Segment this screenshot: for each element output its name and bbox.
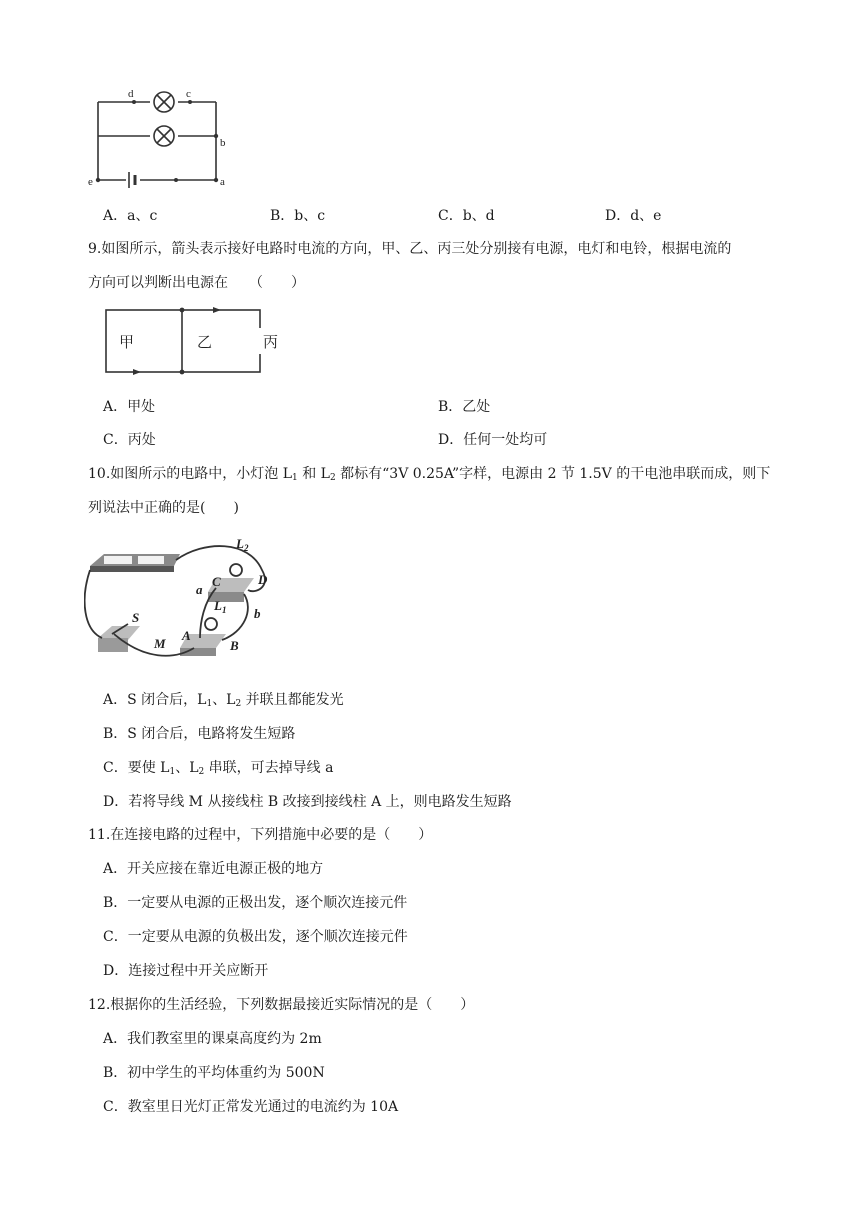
q9-stem-line2: 方向可以判断出电源在 （ ） bbox=[88, 275, 305, 291]
q10-fig-label-a: a bbox=[196, 582, 203, 597]
q10-fig-label-c: C bbox=[212, 574, 221, 589]
q10-option-a[interactable]: A．S 闭合后，$L_1$、$L_2$ 并联且都能发光 bbox=[103, 692, 344, 709]
q8-circuit-figure bbox=[86, 84, 236, 192]
q8-option-b[interactable]: B．b、c bbox=[270, 208, 326, 224]
q10-option-b[interactable]: B．S 闭合后，电路将发生短路 bbox=[103, 726, 296, 742]
q12-option-c[interactable]: C．教室里日光灯正常发光通过的电流约为 10A bbox=[103, 1099, 399, 1115]
q11-option-d[interactable]: D．连接过程中开关应断开 bbox=[103, 963, 269, 979]
q9-option-c[interactable]: C．丙处 bbox=[103, 432, 156, 448]
q11-option-a[interactable]: A．开关应接在靠近电源正极的地方 bbox=[103, 861, 324, 877]
q11-stem: 11.在连接电路的过程中，下列措施中必要的是（ ） bbox=[88, 827, 433, 843]
q8-fig-label-c: c bbox=[186, 88, 191, 100]
q12-option-b[interactable]: B．初中学生的平均体重约为 500N bbox=[103, 1065, 325, 1081]
q8-fig-label-a: a bbox=[220, 176, 225, 188]
q11-option-b[interactable]: B．一定要从电源的正极出发，逐个顺次连接元件 bbox=[103, 895, 408, 911]
q8-fig-label-e: e bbox=[88, 176, 93, 188]
q12-stem: 12.根据你的生活经验，下列数据最接近实际情况的是（ ） bbox=[88, 997, 475, 1013]
q9-option-a[interactable]: A．甲处 bbox=[103, 399, 156, 415]
q10-option-c[interactable]: C．要使 $L_1$、$L_2$ 串联，可去掉导线 a bbox=[103, 760, 334, 777]
q9-fig-label-yi: 乙 bbox=[197, 333, 213, 351]
q9-fig-label-bing: 丙 bbox=[263, 333, 279, 351]
q8-fig-label-b: b bbox=[220, 137, 226, 149]
q9-option-d[interactable]: D．任何一处均可 bbox=[438, 432, 548, 448]
q10-fig-label-l2: $L_2$ bbox=[236, 536, 249, 553]
q10-stem-line1: 10.如图所示的电路中，小灯泡 $L_1$ 和 $L_2$ 都标有“3V 0.25A”字样，电源由 2 节 1.5V 的干电池串联而成，则下 bbox=[88, 466, 771, 483]
q10-fig-label-m: M bbox=[154, 636, 166, 651]
q10-option-d[interactable]: D．若将导线 M 从接线柱 B 改接到接线柱 A 上，则电路发生短路 bbox=[103, 794, 512, 810]
q10-fig-label-d: D bbox=[258, 572, 268, 587]
q9-stem-line1: 9.如图所示，箭头表示接好电路时电流的方向，甲、乙、丙三处分别接有电源，电灯和电铃，根据电流的 bbox=[88, 241, 732, 257]
q9-option-b[interactable]: B．乙处 bbox=[438, 399, 491, 415]
q8-option-d[interactable]: D．d、e bbox=[605, 208, 662, 224]
q10-fig-label-l1: $L_1$ bbox=[214, 598, 227, 615]
q10-circuit-photo bbox=[84, 530, 274, 658]
q10-fig-label-b-post: B bbox=[230, 638, 239, 653]
q9-fig-label-jia: 甲 bbox=[119, 333, 135, 351]
q12-option-a[interactable]: A．我们教室里的课桌高度约为 2m bbox=[103, 1031, 322, 1047]
q8-fig-label-d: d bbox=[128, 88, 134, 100]
q11-option-c[interactable]: C．一定要从电源的负极出发，逐个顺次连接元件 bbox=[103, 929, 408, 945]
q10-fig-label-b: b bbox=[254, 606, 261, 621]
q10-fig-label-s: S bbox=[132, 610, 140, 625]
q8-option-c[interactable]: C．b、d bbox=[438, 208, 495, 224]
q8-option-a[interactable]: A．a、c bbox=[103, 208, 158, 224]
q10-fig-label-a-post: A bbox=[182, 628, 191, 643]
q9-circuit-figure bbox=[103, 306, 283, 378]
q10-stem-line2: 列说法中正确的是( ) bbox=[88, 500, 239, 516]
